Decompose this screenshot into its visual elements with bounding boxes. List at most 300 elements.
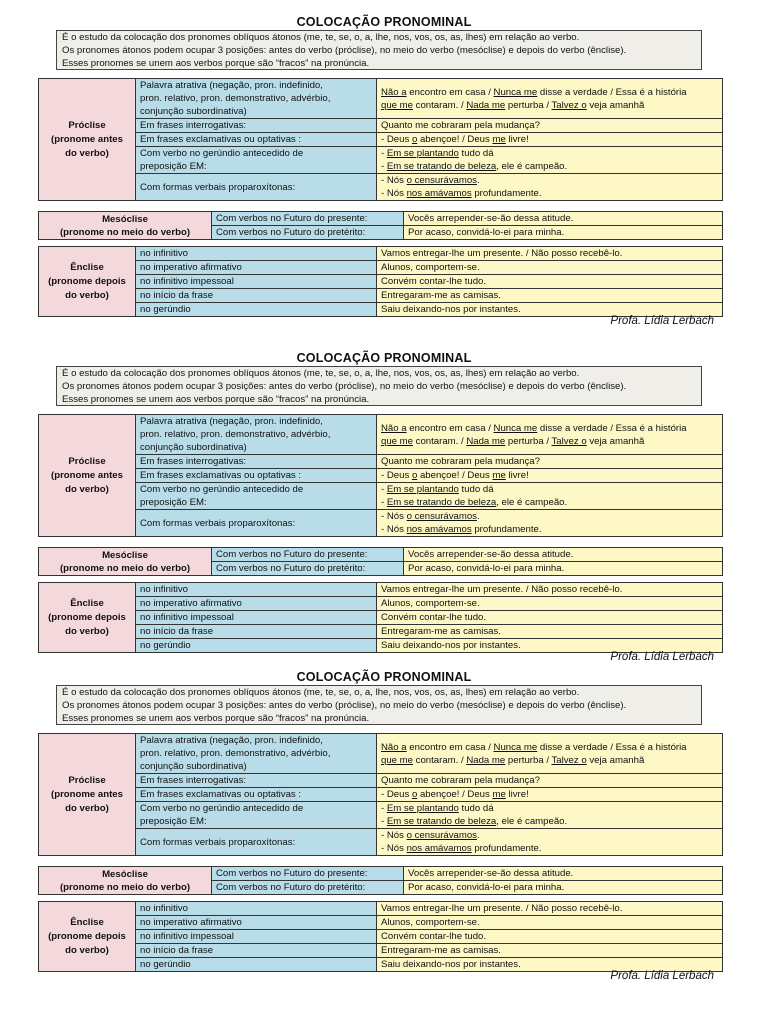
mesoclise-label [39, 548, 212, 576]
rule-line-text: conjunção subordinativa) [140, 442, 247, 453]
table-row [39, 788, 723, 802]
enclise-label [39, 902, 136, 972]
example-text: Quanto me cobraram pela mudança? [381, 775, 540, 786]
example-cell: Entregaram-me as camisas. [377, 289, 723, 303]
underlined-pronoun: Talvez o [551, 754, 587, 766]
rule-line [140, 105, 372, 118]
example-text: . [476, 511, 480, 522]
example-line [381, 435, 718, 448]
example-cell [377, 788, 723, 802]
underlined-pronoun: Nunca me [493, 422, 538, 434]
section-label-line [43, 774, 131, 788]
rule-cell: Com verbos no Futuro do presente: [212, 212, 404, 226]
mesoclise-table [38, 866, 723, 895]
rule-cell: no infinitivo [136, 583, 377, 597]
underlined-pronoun: o censurávamos [406, 175, 477, 186]
rule-cell: no infinitivo [136, 247, 377, 261]
intro-line: É o estudo da colocação dos pronomes oblíquos átonos (me, te, se, o, a, lhe, nos, vos, os, as, lhes) em relação ao verbo. [62, 687, 580, 698]
section-label-line [43, 549, 207, 562]
rule-line-text: Em frases interrogativas: [140, 775, 247, 786]
underlined-pronoun: o censurávamos [406, 511, 477, 522]
enclise-table [38, 901, 723, 972]
mesoclise-table [38, 211, 723, 240]
rule-cell: Com verbos no Futuro do pretérito: [212, 881, 404, 895]
example-cell [377, 802, 723, 829]
rule-cell [136, 802, 377, 829]
example-cell: Por acaso, convidá-lo-ei para minha. [404, 226, 723, 240]
rule-line [140, 836, 372, 849]
intro-line: Os pronomes átonos podem ocupar 3 posições: antes do verbo (próclise), no meio do verbo (mesóclise) e depois do verbo (ênclise). [62, 700, 627, 712]
example-cell: Convém contar-lhe tudo. [377, 275, 723, 289]
example-text: disse a verdade / Essa é a história [537, 422, 687, 434]
example-line [381, 774, 718, 787]
mesoclise-label [39, 212, 212, 240]
underlined-pronoun: Em se plantando [386, 484, 459, 495]
underlined-pronoun: que me [381, 99, 413, 111]
example-line [381, 187, 718, 200]
example-cell: Alunos, comportem-se. [377, 916, 723, 930]
example-line [381, 842, 718, 855]
example-line [381, 174, 718, 187]
table-row [39, 133, 723, 147]
rule-cell: no infinitivo [136, 902, 377, 916]
author-signature: Profa. Lídia Lerbach [610, 970, 714, 982]
rule-cell: no imperativo afirmativo [136, 597, 377, 611]
section-label-line-text: (pronome no meio do verbo) [59, 562, 191, 574]
section-label-line-text: (pronome depois [48, 275, 126, 287]
rule-cell [136, 147, 377, 174]
pronoun-placement-sheet [0, 15, 768, 335]
proclise-table [38, 78, 723, 201]
section-label-line-text: Mesóclise [102, 549, 148, 561]
table-row [39, 147, 723, 174]
underlined-pronoun: Talvez o [551, 435, 587, 447]
table-row [39, 902, 723, 916]
rule-line [140, 92, 372, 105]
section-label-line [43, 788, 131, 802]
example-text: tudo dá [458, 148, 494, 159]
section-label-line [43, 469, 131, 483]
example-cell: Entregaram-me as camisas. [377, 625, 723, 639]
rule-cell [136, 829, 377, 856]
rule-line-text: Com formas verbais proparoxítonas: [140, 181, 296, 193]
rule-line-text: Palavra atrativa (negação, pron. indefinido, [140, 735, 323, 746]
section-label-line-text: Ênclise [70, 916, 104, 928]
sheet-title: COLOCAÇÃO PRONOMINAL [296, 670, 472, 684]
example-cell: Vocês arrepender-se-ão dessa atitude. [404, 867, 723, 881]
example-line [381, 815, 718, 828]
example-cell: Vamos entregar-lhe um presente. / Não posso recebê-lo. [377, 902, 723, 916]
intro-line: Esses pronomes se unem aos verbos porque são “fracos” na pronúncia. [62, 394, 370, 406]
rule-cell: no infinitivo impessoal [136, 611, 377, 625]
example-text: abençoe! / Deus [417, 134, 493, 145]
example-text: perturba / [505, 754, 552, 766]
section-label-line-text: do verbo) [65, 944, 109, 956]
example-text: veja amanhã [586, 754, 645, 766]
example-cell [377, 415, 723, 455]
underlined-pronoun: Não a [381, 86, 407, 98]
rule-line [140, 147, 372, 160]
rule-cell: no gerúndio [136, 303, 377, 317]
rule-line-text: preposição EM: [140, 816, 207, 827]
rule-cell: no infinitivo impessoal [136, 275, 377, 289]
example-text: veja amanhã [586, 435, 645, 447]
underlined-pronoun: Não a [381, 741, 407, 753]
section-label-line-text: Próclise [68, 119, 106, 131]
proclise-label [39, 79, 136, 201]
intro-line: Os pronomes átonos podem ocupar 3 posições: antes do verbo (próclise), no meio do verbo (mesóclise) e depois do verbo (ênclise). [62, 381, 627, 393]
rule-line [140, 802, 372, 815]
rule-cell: Com verbos no Futuro do pretérito: [212, 562, 404, 576]
author-signature: Profa. Lídia Lerbach [610, 651, 714, 663]
example-cell: Por acaso, convidá-lo-ei para minha. [404, 562, 723, 576]
table-row [39, 930, 723, 944]
table-row [39, 611, 723, 625]
example-text: livre! [505, 789, 529, 800]
rule-line [140, 774, 372, 787]
rule-cell: Com verbos no Futuro do presente: [212, 548, 404, 562]
section-label-line-text: do verbo) [65, 289, 109, 301]
underlined-pronoun: Em se tratando de beleza [386, 497, 497, 508]
section-label-line [43, 226, 207, 239]
rule-cell: no infinitivo impessoal [136, 930, 377, 944]
example-line [381, 741, 718, 754]
table-row [39, 247, 723, 261]
section-label-line-text: (pronome antes [51, 133, 123, 145]
rule-line [140, 747, 372, 760]
example-text: abençoe! / Deus [417, 789, 493, 800]
underlined-pronoun: me [492, 789, 506, 800]
intro-line: É o estudo da colocação dos pronomes oblíquos átonos (me, te, se, o, a, lhe, nos, vos, os, as, lhes) em relação ao verbo. [62, 368, 580, 379]
example-text: - Nós [381, 524, 407, 535]
section-label-line-text: Ênclise [70, 597, 104, 609]
proclise-table [38, 733, 723, 856]
example-line [381, 523, 718, 536]
example-text: perturba / [505, 99, 552, 111]
rule-cell: no imperativo afirmativo [136, 916, 377, 930]
sheet-title: COLOCAÇÃO PRONOMINAL [296, 15, 472, 29]
section-label-line [43, 881, 207, 894]
example-text: - [381, 484, 387, 495]
section-label-line [43, 930, 131, 944]
example-cell [377, 119, 723, 133]
example-cell [377, 483, 723, 510]
example-text: - Nós [381, 188, 407, 199]
table-row [39, 455, 723, 469]
table-row [39, 625, 723, 639]
example-text: abençoe! / Deus [417, 470, 493, 481]
example-line [381, 483, 718, 496]
rule-cell: Com verbos no Futuro do pretérito: [212, 226, 404, 240]
rule-line [140, 760, 372, 773]
section-label-line-text: Próclise [68, 774, 106, 786]
rule-line [140, 455, 372, 468]
rule-line-text: Com formas verbais proparoxítonas: [140, 517, 296, 529]
rule-line [140, 815, 372, 828]
proclise-label [39, 415, 136, 537]
example-text: encontro em casa / [406, 422, 494, 434]
example-text: - [381, 148, 387, 159]
intro-line: É o estudo da colocação dos pronomes oblíquos átonos (me, te, se, o, a, lhe, nos, vos, os, as, lhes) em relação ao verbo. [62, 32, 580, 43]
example-text: Quanto me cobraram pela mudança? [381, 120, 540, 131]
rule-cell [136, 788, 377, 802]
underlined-pronoun: nos amávamos [406, 843, 472, 854]
section-label-line-text: do verbo) [65, 483, 109, 495]
table-row [39, 415, 723, 455]
section-label-line [43, 213, 207, 226]
rule-line [140, 119, 372, 132]
example-line [381, 160, 718, 173]
section-label-line-text: (pronome depois [48, 611, 126, 623]
mesoclise-label [39, 867, 212, 895]
underlined-pronoun: me [492, 470, 506, 481]
example-line [381, 510, 718, 523]
underlined-pronoun: Nunca me [493, 741, 538, 753]
rule-cell: no início da frase [136, 625, 377, 639]
example-cell: Vamos entregar-lhe um presente. / Não posso recebê-lo. [377, 247, 723, 261]
example-cell [377, 79, 723, 119]
proclise-table [38, 414, 723, 537]
underlined-pronoun: Nada me [466, 754, 506, 766]
example-line [381, 829, 718, 842]
rule-line [140, 441, 372, 454]
example-cell: Convém contar-lhe tudo. [377, 930, 723, 944]
table-row [39, 483, 723, 510]
table-row [39, 275, 723, 289]
rule-line-text: Em frases exclamativas ou optativas : [140, 470, 302, 481]
example-line [381, 802, 718, 815]
example-cell [377, 510, 723, 537]
example-text: - [381, 816, 387, 827]
example-text: veja amanhã [586, 99, 645, 111]
table-row [39, 289, 723, 303]
example-cell [377, 829, 723, 856]
underlined-pronoun: Não a [381, 422, 407, 434]
section-label-line [43, 289, 131, 303]
underlined-pronoun: Nunca me [493, 86, 538, 98]
rule-line-text: conjunção subordinativa) [140, 106, 247, 117]
underlined-pronoun: Nada me [466, 435, 506, 447]
example-line [381, 455, 718, 468]
example-line [381, 86, 718, 99]
intro-line: Os pronomes átonos podem ocupar 3 posições: antes do verbo (próclise), no meio do verbo (mesóclise) e depois do verbo (ênclise). [62, 45, 627, 57]
example-line [381, 119, 718, 132]
underlined-pronoun: nos amávamos [406, 524, 472, 535]
example-text: . [476, 175, 480, 186]
rule-line-text: Palavra atrativa (negação, pron. indefinido, [140, 80, 323, 91]
enclise-label [39, 583, 136, 653]
example-text: encontro em casa / [406, 741, 494, 753]
section-label-line-text: do verbo) [65, 147, 109, 159]
rule-line-text: Em frases exclamativas ou optativas : [140, 789, 302, 800]
rule-line [140, 181, 372, 194]
table-row [39, 916, 723, 930]
section-label-line-text: (pronome no meio do verbo) [59, 881, 191, 893]
example-cell [377, 774, 723, 788]
rule-line-text: Palavra atrativa (negação, pron. indefinido, [140, 416, 323, 427]
example-text: encontro em casa / [406, 86, 494, 98]
example-text: livre! [505, 134, 529, 145]
underlined-pronoun: Nada me [466, 99, 506, 111]
example-line [381, 133, 718, 146]
rule-line-text: Com verbo no gerúndio antecedido de [140, 803, 304, 814]
section-label-line-text: (pronome depois [48, 930, 126, 942]
rule-cell: Com verbos no Futuro do presente: [212, 867, 404, 881]
table-row [39, 548, 723, 562]
rule-line [140, 496, 372, 509]
rule-line [140, 788, 372, 801]
example-text: , ele é campeão. [496, 497, 568, 508]
example-cell: Por acaso, convidá-lo-ei para minha. [404, 881, 723, 895]
rule-line-text: pron. relativo, pron. demonstrativo, advérbio, [140, 429, 331, 440]
section-label-line-text: do verbo) [65, 802, 109, 814]
example-line [381, 422, 718, 435]
example-text: - Nós [381, 843, 407, 854]
example-text: - Deus [381, 470, 412, 481]
example-cell: Saiu deixando-nos por instantes. [377, 958, 723, 972]
intro-line: Esses pronomes se unem aos verbos porque são “fracos” na pronúncia. [62, 58, 370, 70]
section-label-line [43, 944, 131, 958]
pronoun-placement-sheet [0, 351, 768, 671]
section-label-line [43, 275, 131, 289]
intro-box [56, 366, 702, 406]
example-cell [377, 469, 723, 483]
section-label-line [43, 562, 207, 575]
section-label-line [43, 611, 131, 625]
table-row [39, 774, 723, 788]
section-label-line [43, 916, 131, 930]
underlined-pronoun: nos amávamos [406, 188, 472, 199]
rule-line-text: Em frases interrogativas: [140, 120, 247, 131]
rule-cell [136, 133, 377, 147]
example-cell [377, 455, 723, 469]
section-label-line-text: Próclise [68, 455, 106, 467]
rule-line [140, 428, 372, 441]
underlined-pronoun: Talvez o [551, 99, 587, 111]
rule-cell [136, 455, 377, 469]
example-text: contaram. / [413, 435, 467, 447]
enclise-table [38, 582, 723, 653]
rule-cell: no início da frase [136, 289, 377, 303]
example-cell: Convém contar-lhe tudo. [377, 611, 723, 625]
example-text: - Nós [381, 175, 407, 186]
example-text: - Deus [381, 134, 412, 145]
rule-line-text: preposição EM: [140, 497, 207, 508]
rule-cell [136, 79, 377, 119]
pronoun-placement-sheet [0, 670, 768, 990]
example-text: - Nós [381, 511, 407, 522]
rule-cell [136, 510, 377, 537]
underlined-pronoun: Em se plantando [386, 803, 459, 814]
section-label-line-text: (pronome antes [51, 788, 123, 800]
rule-cell [136, 415, 377, 455]
table-row [39, 944, 723, 958]
underlined-pronoun: que me [381, 754, 413, 766]
example-text: tudo dá [458, 803, 494, 814]
mesoclise-table [38, 547, 723, 576]
section-label-line-text: Ênclise [70, 261, 104, 273]
example-cell: Alunos, comportem-se. [377, 261, 723, 275]
rule-line [140, 79, 372, 92]
rule-cell [136, 174, 377, 201]
section-label-line [43, 133, 131, 147]
example-text: profundamente. [471, 524, 542, 535]
example-cell [377, 133, 723, 147]
section-label-line [43, 455, 131, 469]
rule-cell: no gerúndio [136, 958, 377, 972]
table-row [39, 597, 723, 611]
enclise-table [38, 246, 723, 317]
example-text: livre! [505, 470, 529, 481]
example-cell: Vocês arrepender-se-ão dessa atitude. [404, 548, 723, 562]
section-label-line [43, 119, 131, 133]
underlined-pronoun: o censurávamos [406, 830, 477, 841]
rule-line-text: conjunção subordinativa) [140, 761, 247, 772]
example-text: - Deus [381, 789, 412, 800]
sheet-title: COLOCAÇÃO PRONOMINAL [296, 351, 472, 365]
section-label-line [43, 625, 131, 639]
example-text: profundamente. [471, 188, 542, 199]
rule-line-text: pron. relativo, pron. demonstrativo, advérbio, [140, 748, 331, 759]
proclise-label [39, 734, 136, 856]
rule-line [140, 415, 372, 428]
section-label-line-text: Mesóclise [102, 213, 148, 225]
example-text: , ele é campeão. [496, 161, 568, 172]
section-label-line [43, 261, 131, 275]
rule-cell [136, 774, 377, 788]
underlined-pronoun: que me [381, 435, 413, 447]
section-label-line-text: Mesóclise [102, 868, 148, 880]
example-text: perturba / [505, 435, 552, 447]
example-text: - [381, 497, 387, 508]
author-signature: Profa. Lídia Lerbach [610, 315, 714, 327]
example-text: - [381, 803, 387, 814]
example-text: - [381, 161, 387, 172]
rule-line [140, 483, 372, 496]
table-row [39, 510, 723, 537]
table-row [39, 119, 723, 133]
rule-line-text: Em frases exclamativas ou optativas : [140, 134, 302, 145]
underlined-pronoun: Em se tratando de beleza [386, 816, 497, 827]
underlined-pronoun: Em se tratando de beleza [386, 161, 497, 172]
example-cell [377, 147, 723, 174]
example-text: - Nós [381, 830, 407, 841]
example-text: , ele é campeão. [496, 816, 568, 827]
table-row [39, 829, 723, 856]
section-label-line-text: (pronome antes [51, 469, 123, 481]
example-line [381, 469, 718, 482]
example-line [381, 788, 718, 801]
underlined-pronoun: o [411, 789, 418, 800]
rule-cell [136, 119, 377, 133]
table-row [39, 802, 723, 829]
rule-line [140, 517, 372, 530]
section-label-line [43, 147, 131, 161]
underlined-pronoun: o [411, 134, 418, 145]
rule-line-text: Com verbo no gerúndio antecedido de [140, 484, 304, 495]
rule-cell: no imperativo afirmativo [136, 261, 377, 275]
underlined-pronoun: Em se plantando [386, 148, 459, 159]
example-cell: Saiu deixando-nos por instantes. [377, 639, 723, 653]
example-cell: Entregaram-me as camisas. [377, 944, 723, 958]
rule-cell [136, 469, 377, 483]
table-row [39, 469, 723, 483]
example-text: . [476, 830, 480, 841]
table-row [39, 212, 723, 226]
rule-line-text: preposição EM: [140, 161, 207, 172]
table-row [39, 583, 723, 597]
example-cell [377, 734, 723, 774]
